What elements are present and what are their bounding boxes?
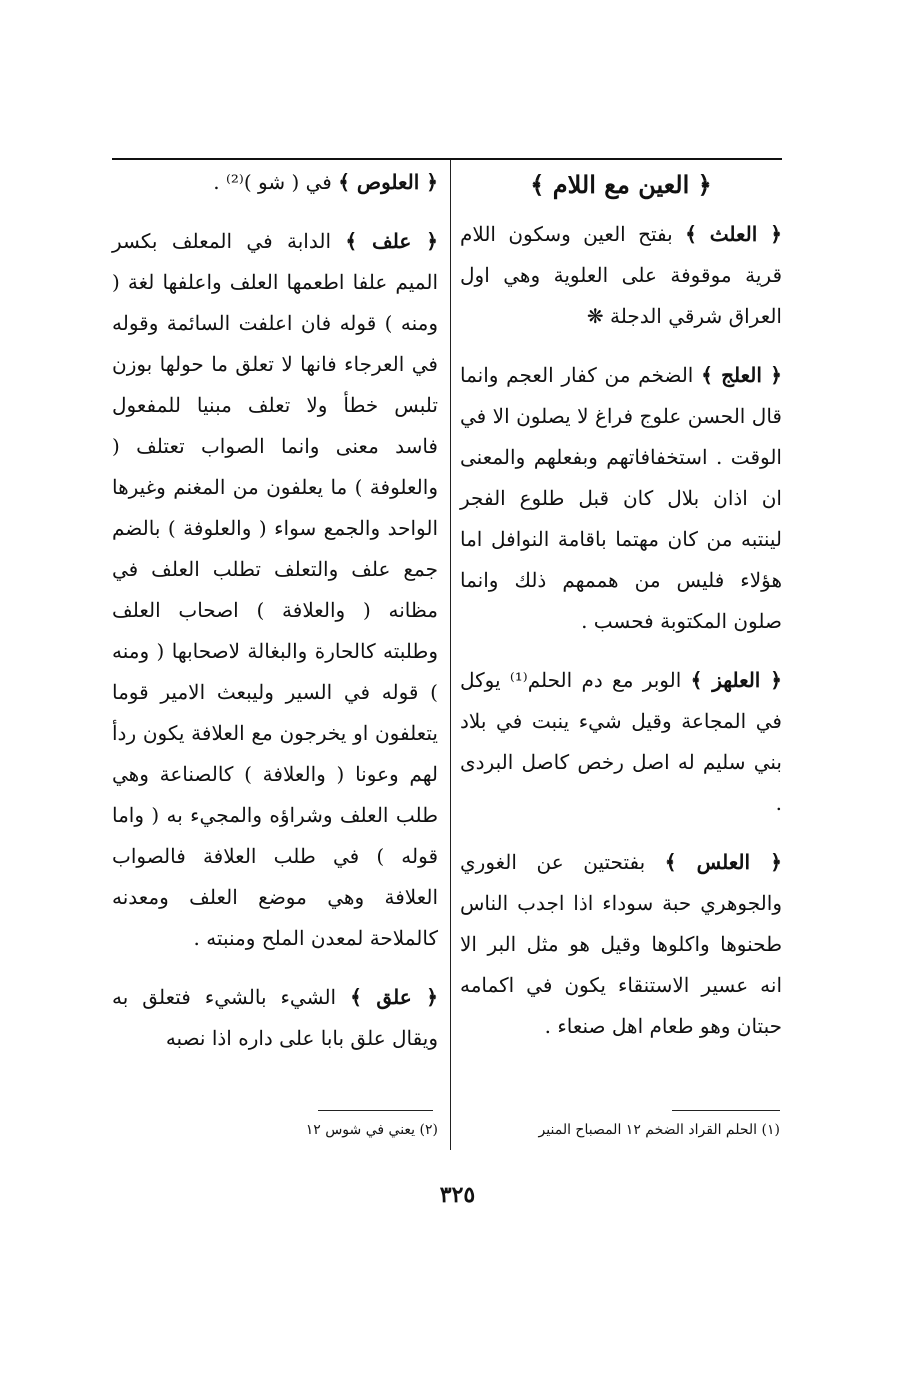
- entry-text: بفتحتين عن الغوري والجوهري حبة سوداء اذا اجدب الناس طحنوها واكلوها وقيل هو مثل البر الا انه عسير الاستنقاء يكون في اكمامه حبتان وهو طعام اهل صنعاء .: [460, 850, 782, 1038]
- page-number: ٣٢٥: [439, 1182, 476, 1208]
- entry-head: ﴿ العلج ﴾: [701, 363, 782, 387]
- footnote-rule: [672, 1110, 780, 1111]
- entry-head: ﴿ العلث ﴾: [685, 222, 782, 246]
- column-divider: [450, 160, 451, 1150]
- entry-head: ﴿ علف ﴾: [345, 229, 438, 253]
- section-heading: ﴿ العين مع اللام ﴾: [530, 170, 712, 199]
- footnote-rule: [318, 1110, 433, 1111]
- footnote: (٢) يعني في شوس ١٢: [305, 1122, 438, 1138]
- entry-text: بفتح العين وسكون اللام قرية موقوفة على العلوية وهي اول العراق شرقي الدجلة ❋: [460, 222, 782, 328]
- entry-text: في ( شو )⁽²⁾ .: [213, 170, 339, 194]
- entry-paragraph: [112, 221, 438, 959]
- entry-paragraph: [460, 842, 782, 1047]
- entry-paragraph: [112, 162, 438, 203]
- entry-paragraph: [460, 214, 782, 337]
- entry-head: ﴿ العلس ﴾: [664, 850, 782, 874]
- entry-head: ﴿ العلهز ﴾: [690, 668, 782, 692]
- right-column: [460, 162, 782, 1065]
- entry-paragraph: [460, 660, 782, 824]
- entry-text: الدابة في المعلف بكسر الميم علفا اطعمها العلف واعلفها لغة ( ومنه ) قوله فان اعلفت السائمة وقوله في العرجاء فانها لا تعلق ما حولها بوزن تلبس خطأ ولا تعلف مبنيا للمفعول فاسد معنى وانما الصواب تعتلف ( والعلوفة ) ما يعلفون من المغنم وغيرها الواحد والجمع سواء ( والعلوفة ) بالضم جمع علف والتعلف تطلب العلف في مظانه ( والعلافة ) اصحاب العلف وطلبته كالحارة والبغالة لاصحابها ( ومنه ) قوله في السير وليبعث الامير قوما يتعلفون او يخرجون مع العلافة يكون ردأ لهم وعونا ( والعلافة ) كالصناعة وهي طلب العلف وشراؤه والمجيء به ( واما قوله ) في طلب العلافة فالصواب العلافة وهي موضع العلف ومعدنه كالملاحة لمعدن الملح ومنبته .: [112, 229, 438, 950]
- left-column: [112, 162, 438, 1077]
- entry-text: الضخم من كفار العجم وانما قال الحسن علوج فراغ لا يصلون الا في الوقت . استخفافاتهم وبفعلهم والمعنى ان اذان بلال كان قبل طلوع الفجر لينتبه من كان مهتما باقامة النوافل اما هؤلاء فليس من هممهم ذلك وانما صلون المكتوبة فحسب .: [460, 363, 782, 633]
- entry-text: الشيء بالشيء فتعلق به ويقال علق بابا على داره اذا نصبه: [112, 985, 438, 1050]
- entry-head: ﴿ علق ﴾: [350, 985, 438, 1009]
- entry-paragraph: [112, 977, 438, 1059]
- top-rule: [112, 158, 782, 160]
- footnote: (١) الحلم القراد الضخم ١٢ المصباح المنير: [538, 1122, 780, 1138]
- entry-head: ﴿ العلوص ﴾: [338, 170, 438, 194]
- entry-paragraph: [460, 355, 782, 642]
- entry-text: الوبر مع دم الحلم⁽¹⁾ يوكل في المجاعة وقيل شيء ينبت في بلاد بني سليم له اصل رخص كاصل البردى .: [460, 668, 782, 815]
